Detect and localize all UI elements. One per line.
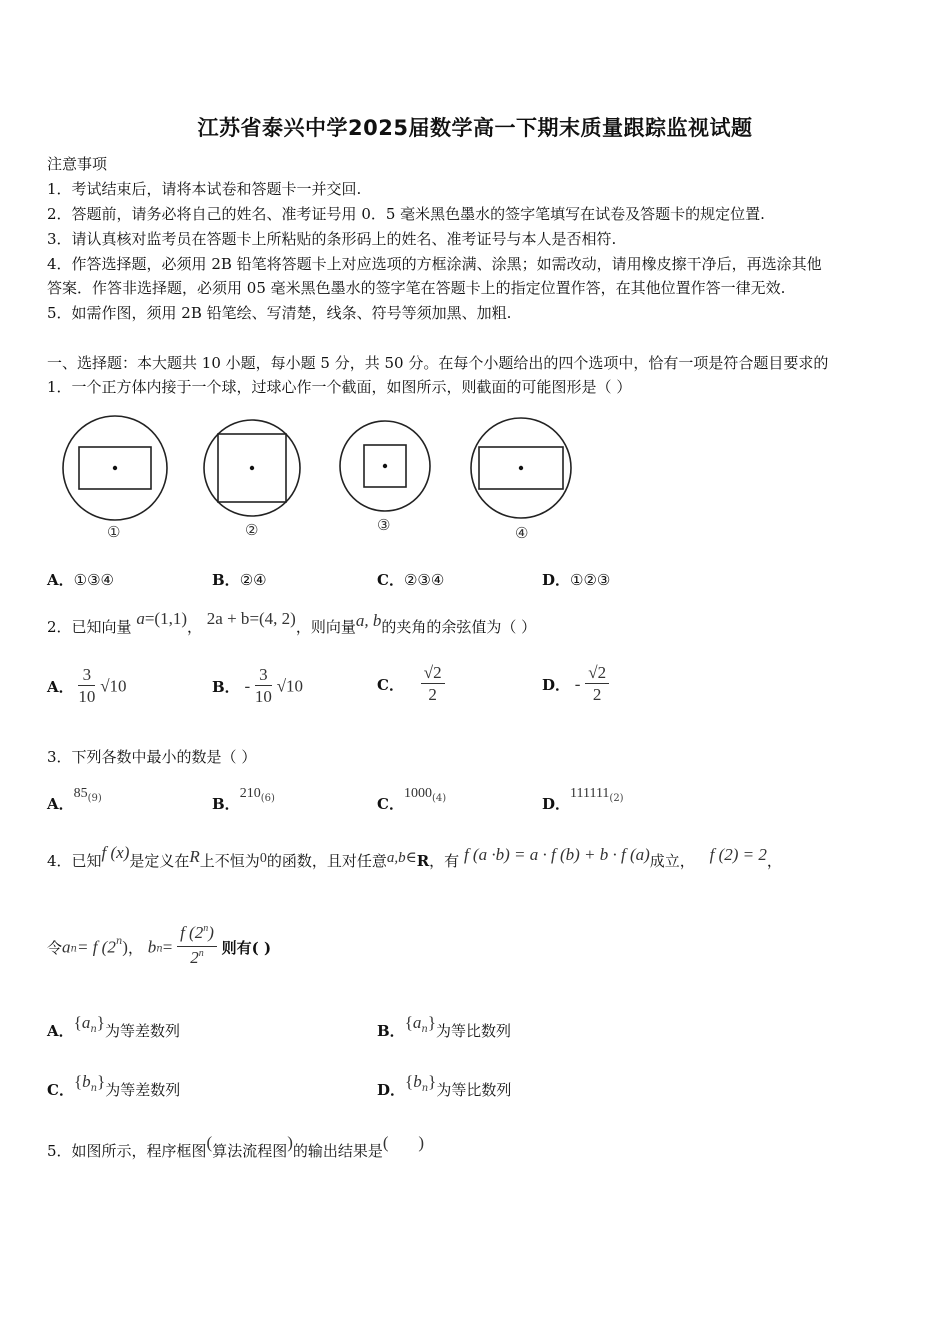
figure-label: ③ [377,518,391,534]
q3-stem: 3．下列各数中最小的数是（ ） [47,748,257,766]
q1-figure [55,405,585,545]
q2-option-b: B． - $\frac{3}{10}$ √10 [212,665,304,706]
figure-label: ④ [515,526,529,542]
notice-item: 5．如需作图，须用 2B 铅笔绘、写清楚，线条、符号等须加黑、加粗. [47,304,512,322]
q1-stem: 1．一个正方体内接于一个球，过球心作一个截面，如图所示，则截面的可能图形是（ ） [47,378,632,396]
notice-item: 1．考试结束后，请将本试卷和答题卡一并交回. [47,180,362,198]
notice-item: 2．答题前，请务必将自己的姓名、准考证号用 0．5 毫米黑色墨水的签字笔填写在试卷及答题卡的规定位置. [47,205,765,223]
q1-option-b: B．②④ [212,571,267,589]
q3-option-c: C．1000$^{(4)}$ [377,786,447,813]
notice-item: 答案．作答非选择题，必须用 05 毫米黑色墨水的签字笔在答题卡上的指定位置作答，在其他位置作答一律无效. [47,279,786,297]
page-title: 江苏省泰兴中学2025届数学高一下期末质量跟踪监视试题 [197,116,753,140]
q1-option-a: A．①③④ [47,571,114,589]
q2-stem: 2．已知向量 a=(1,1)， 2a + b=(4, 2)，则向量a, b的夹角的余弦值为（ ） [47,609,537,636]
q3-option-b: B．210$^{(6)}$ [212,786,275,813]
q1-option-c: C．②③④ [377,571,445,589]
figure-label: ② [245,523,259,539]
figure-label: ① [107,525,121,541]
q2-option-d: D． - $\frac{√2}{2}$ [542,663,609,706]
q4-option-a: A．$\{a^n\}$为等差数列 [47,1013,180,1040]
figure-4 [471,418,571,518]
notice-item: 4．作答选择题，必须用 2B 铅笔将答题卡上对应选项的方框涂满、涂黑；如需改动，请用橡皮擦干净后，再选涂其他 [47,255,822,273]
figure-1 [63,416,167,520]
section-heading: 一、选择题：本大题共 10 小题，每小题 5 分，共 50 分。在每个小题给出的四个选项中，恰有一项是符合题目要求的 [47,354,829,372]
notice-item: 3．请认真核对监考员在答题卡上所粘贴的条形码上的姓名、准考证号与本人是否相符. [47,230,617,248]
q4-option-d: D．$\{b^n\}$为等比数列 [377,1072,512,1099]
q1-option-d: D．①②③ [542,571,611,589]
q4-definition: 令an= f (2$^n$)， bn= $\frac{f (2^n)}{2^n}$ 则有( ) [47,923,272,967]
q4-stem: 4．已知f (x)是定义在R上不恒为0的函数，且对任意a,b∈R，有 f (a ·b) = a · f (b) + b · f (a)成立， f (2) = 2， [47,843,782,870]
q3-option-a: A．85$^{(9)}$ [47,786,102,813]
q3-option-d: D．111111$^{(2)}$ [542,786,624,813]
figure-3 [340,421,430,511]
q5-stem: 5．如图所示，程序框图(算法流程图)的输出结果是( ) [47,1133,424,1160]
notice-heading: 注意事项 [47,155,108,173]
figure-2 [204,420,300,516]
q4-option-b: B．$\{a^n\}$为等比数列 [377,1013,511,1040]
q4-option-c: C．$\{b^n\}$为等差数列 [47,1072,181,1099]
q2-option-a: A． $\frac{3}{10}$ √10 [47,665,127,706]
q2-option-c: C． $\frac{√2}{2}$ [377,663,445,706]
